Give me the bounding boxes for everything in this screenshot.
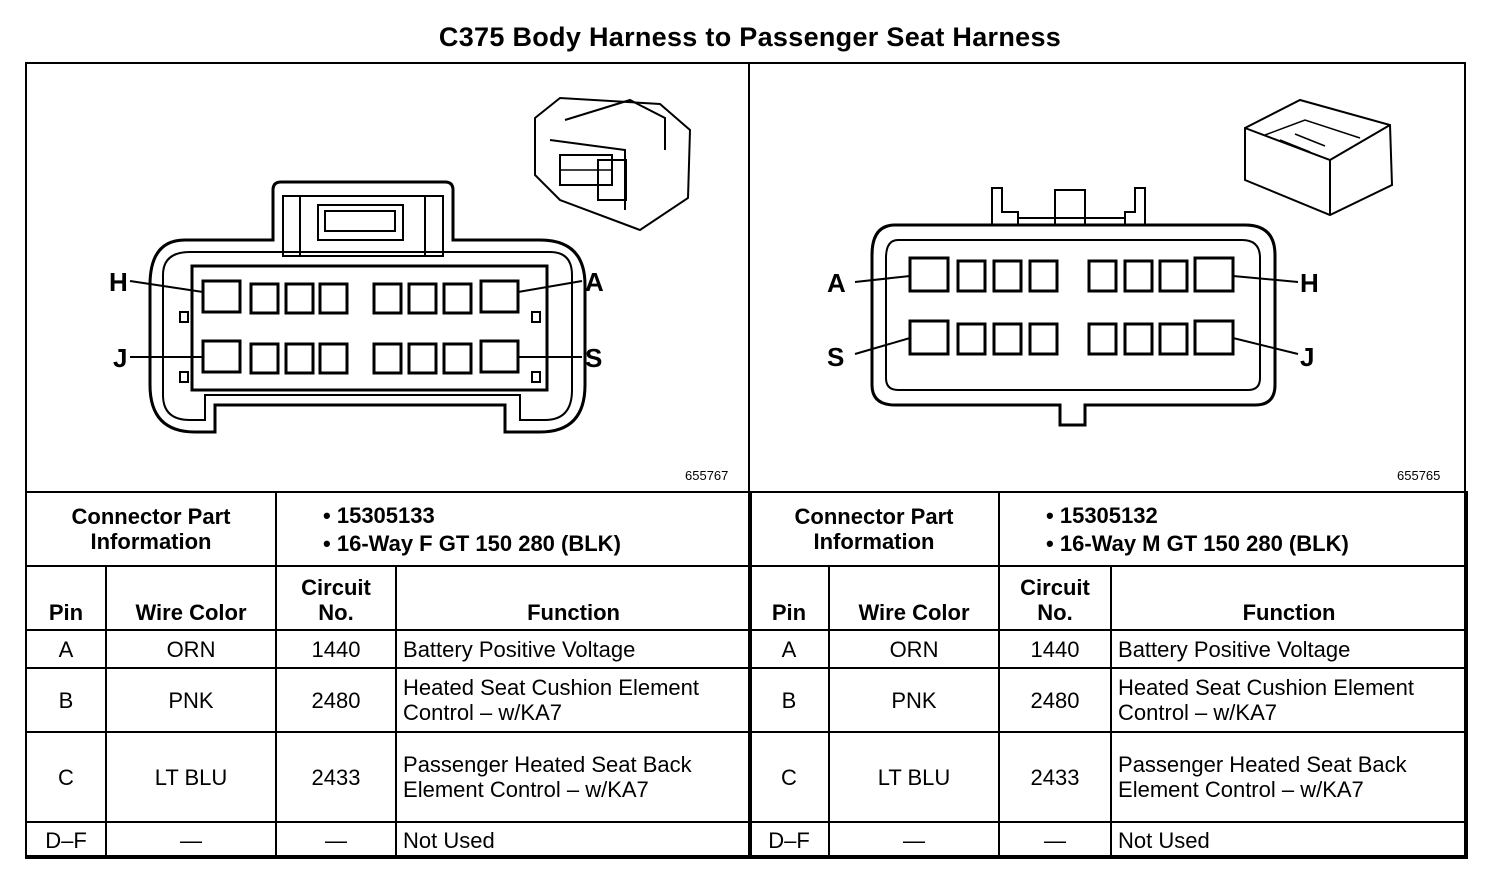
connector-info-row — [749, 492, 1467, 566]
wire-color-cell: — — [829, 822, 999, 858]
column-header-row — [26, 566, 751, 630]
function-cell: Passenger Heated Seat Back Element Control – w/KA7 — [1111, 732, 1467, 822]
column-header-row — [749, 566, 1467, 630]
table-row — [26, 732, 751, 822]
part-description: 16-Way F GT 150 280 (BLK) — [336, 530, 621, 556]
right-pinout-table — [748, 491, 1468, 859]
part-description: 16-Way M GT 150 280 (BLK) — [1059, 530, 1349, 556]
table-row — [749, 668, 1467, 732]
pin-label-s: S — [827, 342, 845, 372]
circuit-cell: — — [999, 822, 1111, 858]
pin-header: Pin — [26, 566, 106, 630]
pin-label-s: S — [585, 343, 603, 373]
table-row — [26, 668, 751, 732]
part-number: 15305132 — [1059, 502, 1158, 528]
table-row — [749, 732, 1467, 822]
wire-color-cell: PNK — [829, 668, 999, 732]
wire-color-cell: ORN — [829, 630, 999, 668]
connector-info-values: • 15305133 • 16-Way F GT 150 280 (BLK) — [276, 492, 751, 566]
wire-color-header: Wire Color — [106, 566, 276, 630]
part-number: 15305133 — [336, 502, 435, 528]
pin-cell: B — [749, 668, 829, 732]
function-cell: Passenger Heated Seat Back Element Control – w/KA7 — [396, 732, 751, 822]
pin-label-a: A — [585, 267, 604, 297]
left-pinout-table — [25, 491, 752, 859]
circuit-cell: 2480 — [999, 668, 1111, 732]
table-row — [26, 630, 751, 668]
table-row — [749, 630, 1467, 668]
pin-cell: C — [749, 732, 829, 822]
pin-label-a: A — [827, 268, 846, 298]
pin-cell: A — [26, 630, 106, 668]
figure-number: 655767 — [685, 468, 729, 483]
pin-label-j: J — [113, 343, 128, 373]
circuit-header: Circuit No. — [276, 566, 396, 630]
figure-number: 655765 — [1397, 468, 1441, 483]
circuit-header: Circuit No. — [999, 566, 1111, 630]
pin-cell: C — [26, 732, 106, 822]
wire-color-cell: PNK — [106, 668, 276, 732]
table-row — [26, 822, 751, 858]
function-cell: Not Used — [396, 822, 751, 858]
function-header: Function — [396, 566, 751, 630]
connector-info-header: Connector Part Information — [749, 492, 999, 566]
pin-cell: A — [749, 630, 829, 668]
wire-color-cell: LT BLU — [106, 732, 276, 822]
pin-label-j: J — [1300, 342, 1315, 372]
pin-label-h: H — [1300, 268, 1319, 298]
female-connector-face-drawing — [25, 62, 749, 492]
circuit-cell: 1440 — [276, 630, 396, 668]
circuit-cell: 2433 — [999, 732, 1111, 822]
function-cell: Heated Seat Cushion Element Control – w/KA7 — [1111, 668, 1467, 732]
function-cell: Heated Seat Cushion Element Control – w/KA7 — [396, 668, 751, 732]
diagram-title: C375 Body Harness to Passenger Seat Harness — [438, 22, 1062, 52]
male-connector-face-drawing — [750, 62, 1466, 492]
connector-info-header: Connector Part Information — [26, 492, 276, 566]
right-connector-panel — [750, 62, 1466, 492]
circuit-cell: 2480 — [276, 668, 396, 732]
pin-cell: D–F — [749, 822, 829, 858]
pin-header: Pin — [749, 566, 829, 630]
pin-label-h: H — [109, 267, 128, 297]
function-cell: Battery Positive Voltage — [396, 630, 751, 668]
pin-cell: B — [26, 668, 106, 732]
circuit-cell: — — [276, 822, 396, 858]
function-cell: Battery Positive Voltage — [1111, 630, 1467, 668]
wire-color-cell: — — [106, 822, 276, 858]
circuit-cell: 2433 — [276, 732, 396, 822]
wire-color-header: Wire Color — [829, 566, 999, 630]
wire-color-cell: ORN — [106, 630, 276, 668]
left-connector-panel — [25, 62, 749, 492]
function-cell: Not Used — [1111, 822, 1467, 858]
connector-info-values: • 15305132 • 16-Way M GT 150 280 (BLK) — [999, 492, 1467, 566]
wire-color-cell: LT BLU — [829, 732, 999, 822]
table-row — [749, 822, 1467, 858]
pin-cell: D–F — [26, 822, 106, 858]
circuit-cell: 1440 — [999, 630, 1111, 668]
function-header: Function — [1111, 566, 1467, 630]
connector-info-row — [26, 492, 751, 566]
